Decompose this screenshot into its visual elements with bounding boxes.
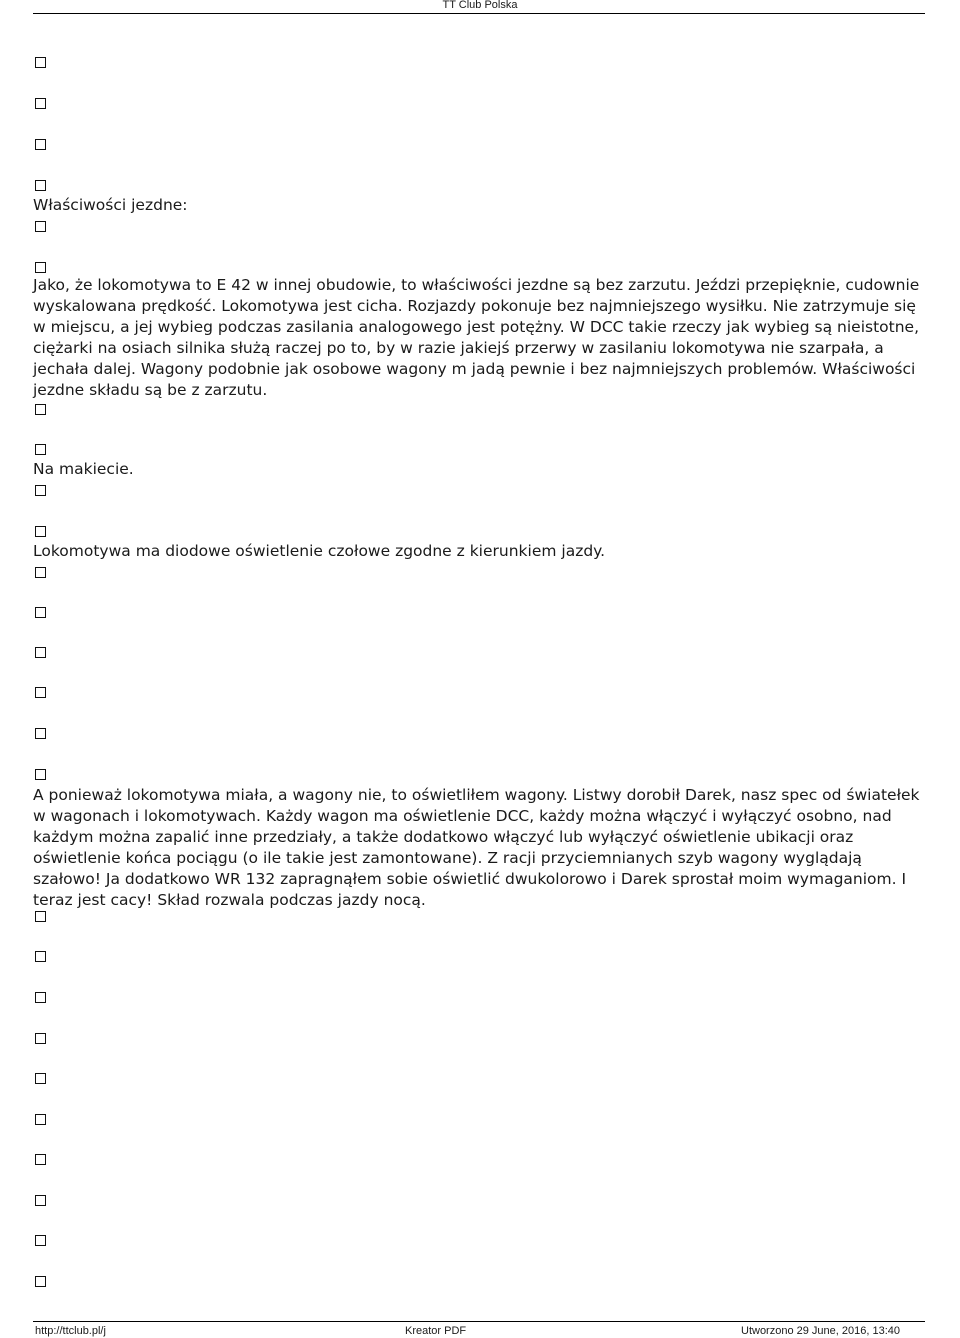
checkbox-icon (35, 728, 46, 739)
checkbox-icon (35, 444, 46, 455)
footer-url[interactable]: http://ttclub.pl/j (35, 1325, 106, 1337)
section-heading-driving: Właściwości jezdne: (33, 196, 188, 214)
checkbox-icon (35, 1276, 46, 1287)
checkbox-icon (35, 1033, 46, 1044)
checkbox-icon (35, 139, 46, 150)
paragraph-headlights: Lokomotywa ma diodowe oświetlenie czołowe zgodne z kierunkiem jazdy. (33, 542, 606, 560)
checkbox-icon (35, 1235, 46, 1246)
checkbox-icon (35, 1114, 46, 1125)
checkbox-icon (35, 769, 46, 780)
footer-generator: Kreator PDF (405, 1325, 467, 1337)
paragraph-wagon-lighting: A ponieważ lokomotywa miała, a wagony nie, to oświetliłem wagony. Listwy dorobił Darek, nasz spec od światełek w wagonach i lokomotywach. Każdy wagon ma oświetlenie DCC, każdy można włączyć i wyłączyć osobno, nad każdym można zapalić inne przedziały, a także dodatkowo włączyć lub wyłączyć oświetlenie ubikacji oraz oświetlenie końca pociągu (o ile takie jest zamontowane). Z racji przyciemnianych szyb wagony wyglądają szałowo! Ja dodatkowo WR 132 zapragnąłem sobie oświetlić dwukolorowo i Darek sprostał moim wymaganiom. I teraz jest cacy! Skład rozwala podczas jazdy nocą. (33, 786, 920, 909)
checkbox-icon (35, 1195, 46, 1206)
checkbox-icon (35, 485, 46, 496)
checkbox-icon (35, 951, 46, 962)
paragraph-driving-properties: Jako, że lokomotywa to E 42 w innej obudowie, to właściwości jezdne są bez zarzutu. Jeździ przepięknie, cudownie wyskalowana prędkość. Lokomotywa jest cicha. Rozjazdy pokonuje bez najmniejszego wysiłku. Nie zatrzymuje się w miejscu, a jej wybieg podczas zasilania analogowego jest potężny. W DCC takie rzeczy jak wybieg są nieistotne, ciężarki na osiach silnika służą raczej po to, by w razie jakiejś przerwy w zasilaniu lokomotywa nie szarpała, a jechała dalej. Wagony podobnie jak osobowe wagony m jadą pewnie i bez najmniejszych problemów. Właściwości jezdne składu są be z zarzutu. (33, 276, 920, 399)
footer-divider (33, 1321, 925, 1322)
checkbox-icon (35, 647, 46, 658)
checkbox-icon (35, 180, 46, 191)
checkbox-icon (35, 221, 46, 232)
header-divider (33, 13, 925, 14)
checkbox-icon (35, 1154, 46, 1165)
checkbox-icon (35, 992, 46, 1003)
section-heading-layout: Na makiecie. (33, 460, 134, 478)
checkbox-icon (35, 911, 46, 922)
footer-created-date: Utworzono 29 June, 2016, 13:40 (741, 1325, 901, 1337)
checkbox-icon (35, 404, 46, 415)
header-title: TT Club Polska (442, 0, 518, 11)
checkbox-icon (35, 607, 46, 618)
checkbox-icon (35, 526, 46, 537)
checkbox-icon (35, 57, 46, 68)
checkbox-icon (35, 262, 46, 273)
page-header (0, 0, 960, 14)
checkbox-icon (35, 98, 46, 109)
checkbox-icon (35, 687, 46, 698)
checkbox-icon (35, 1073, 46, 1084)
checkbox-icon (35, 567, 46, 578)
